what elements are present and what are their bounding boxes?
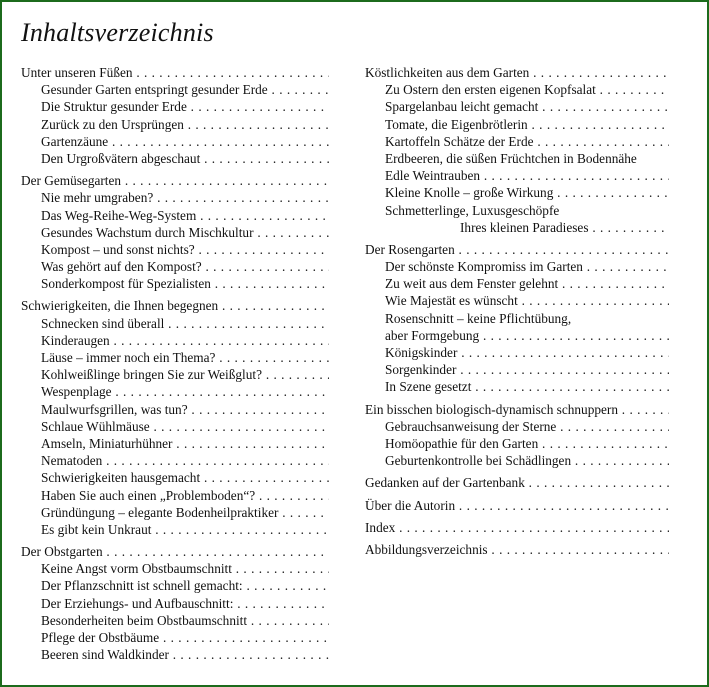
toc-entry: Amseln, Miniaturhühner . . . [21, 435, 329, 452]
toc-section [365, 401, 669, 470]
toc-entry: Besonderheiten beim Obstbaumschnitt . . . [21, 612, 329, 629]
toc-entry: Gebrauchsanweisung der Sterne . . . [365, 418, 669, 435]
toc-section [21, 64, 329, 167]
toc-entry: Homöopathie für den Garten . . . [365, 435, 669, 452]
toc-entry: Spargelanbau leicht gemacht . . . [365, 98, 669, 115]
toc-heading: Köstlichkeiten aus dem Garten . . . [365, 64, 669, 81]
toc-entry: Wespenplage . . . [21, 383, 329, 400]
toc-right-column [365, 64, 669, 563]
toc-entry: Sonderkompost für Spezialisten . . . [21, 275, 329, 292]
toc-entry: Zurück zu den Ursprüngen . . . [21, 116, 329, 133]
toc-entry: In Szene gesetzt . . . [365, 378, 669, 395]
toc-entry: Nematoden . . . [21, 452, 329, 469]
toc-entry: Kompost – und sonst nichts? . . . [21, 241, 329, 258]
toc-entry: Königskinder . . . [365, 344, 669, 361]
toc-entry: Keine Angst vorm Obstbaumschnitt . . . [21, 560, 329, 577]
page-title: Inhaltsverzeichnis [21, 18, 214, 47]
toc-entry: Nie mehr umgraben? . . . [21, 189, 329, 206]
toc-section [365, 497, 669, 514]
toc-entry: Zu weit aus dem Fenster gelehnt . . . [365, 275, 669, 292]
toc-entry: Schlaue Wühlmäuse . . . [21, 418, 329, 435]
toc-entry: Pflege der Obstbäume . . . [21, 629, 329, 646]
toc-entry: Der Pflanzschnitt ist schnell gemacht: . . . [21, 577, 329, 594]
toc-entry: Gartenzäune . . . [21, 133, 329, 150]
toc-entry: Gründüngung – elegante Bodenheilpraktiker . . . [21, 504, 329, 521]
toc-entry: Erdbeeren, die süßen Früchtchen in Bodennähe [385, 150, 637, 166]
toc-entry: Wie Majestät es wünscht . . . [365, 292, 669, 309]
toc-section [365, 519, 669, 536]
toc-heading: Über die Autorin . . . [365, 497, 669, 514]
toc-section [21, 543, 329, 663]
toc-left-column [21, 64, 329, 668]
toc-entry: Tomate, die Eigenbrötlerin . . . [365, 116, 669, 133]
toc-entry: Was gehört auf den Kompost? . . . [21, 258, 329, 275]
toc-heading: Ein bisschen biologisch-dynamisch schnuppern . . . [365, 401, 669, 418]
toc-entry: Läuse – immer noch ein Thema? . . . [21, 349, 329, 366]
toc-entry: Kohlweißlinge bringen Sie zur Weißglut? . . . [21, 366, 329, 383]
toc-entry: Zu Ostern den ersten eigenen Kopfsalat . . . [365, 81, 669, 98]
toc-section [365, 241, 669, 396]
toc-section [365, 64, 669, 236]
toc-entry: Schmetterlinge, Luxusgeschöpfe [385, 202, 560, 218]
toc-entry: Haben Sie auch einen „Problemboden“? . . . [21, 487, 329, 504]
toc-entry: Maulwurfsgrillen, was tun? . . . [21, 401, 329, 418]
toc-heading: Schwierigkeiten, die Ihnen begegnen . . . [21, 297, 329, 314]
toc-entry: Das Weg-Reihe-Weg-System . . . [21, 207, 329, 224]
toc-heading: Gedanken auf der Gartenbank . . . [365, 474, 669, 491]
toc-entry: Den Urgroßvätern abgeschaut . . . [21, 150, 329, 167]
toc-entry: Kinderaugen . . . [21, 332, 329, 349]
toc-section [21, 297, 329, 538]
toc-entry: aber Formgebung . . . [365, 327, 669, 344]
toc-section [365, 474, 669, 491]
toc-entry: Sorgenkinder . . . [365, 361, 669, 378]
toc-heading: Der Obstgarten . . . [21, 543, 329, 560]
toc-entry: Beeren sind Waldkinder . . . [21, 646, 329, 663]
toc-entry: Geburtenkontrolle bei Schädlingen . . . [365, 452, 669, 469]
toc-heading: Der Gemüsegarten . . . [21, 172, 329, 189]
toc-section [21, 172, 329, 292]
toc-heading: Unter unseren Füßen . . . [21, 64, 329, 81]
toc-heading: Abbildungsverzeichnis . . . [365, 541, 669, 558]
toc-entry: Die Struktur gesunder Erde . . . [21, 98, 329, 115]
toc-entry: Ihres kleinen Paradieses . . . [365, 219, 669, 236]
toc-heading: Index . . . [365, 519, 669, 536]
toc-heading: Der Rosengarten . . . [365, 241, 669, 258]
toc-entry: Rosenschnitt – keine Pflichtübung, [385, 310, 572, 326]
toc-entry: Schnecken sind überall . . . [21, 315, 329, 332]
toc-entry: Kartoffeln Schätze der Erde . . . [365, 133, 669, 150]
toc-entry: Gesundes Wachstum durch Mischkultur . . . [21, 224, 329, 241]
toc-entry: Edle Weintrauben . . . [365, 167, 669, 184]
toc-entry: Kleine Knolle – große Wirkung . . . [365, 184, 669, 201]
toc-entry: Der Erziehungs- und Aufbauschnitt: . . . [21, 595, 329, 612]
toc-entry: Der schönste Kompromiss im Garten . . . [365, 258, 669, 275]
toc-entry: Es gibt kein Unkraut . . . [21, 521, 329, 538]
toc-section [365, 541, 669, 558]
toc-entry: Schwierigkeiten hausgemacht . . . [21, 469, 329, 486]
toc-entry: Gesunder Garten entspringt gesunder Erde . . . [21, 81, 329, 98]
